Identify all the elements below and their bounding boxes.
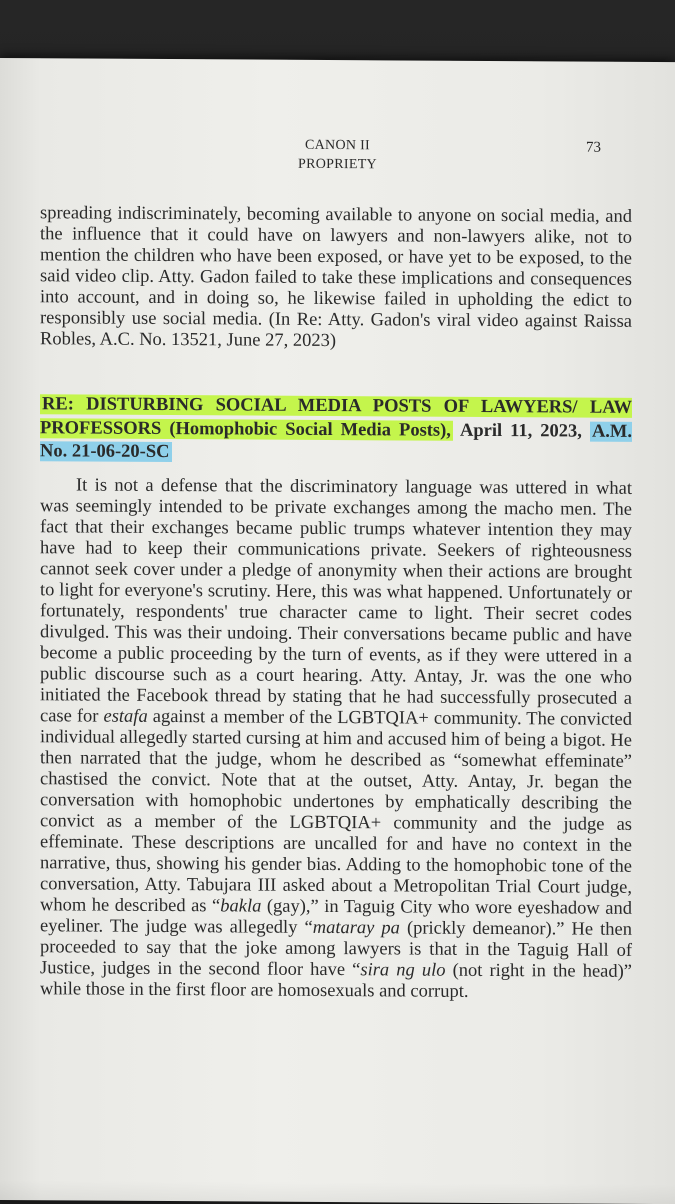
- paragraph-continued: spreading indiscriminately, becoming available to anyone on social media, and the influence that it could have on lawyers and non-lawyers alike, not to mention the children who have been exposed, or have yet to be exposed, to the said video clip. Atty. Gadon failed to take these implications and consequences into account, and in doing so, he likewise failed in upholding the edict to responsibly use social media. (In Re: Atty. Gadon's viral video against Raissa Robles, A.C. No. 13521, June 27, 2023): [40, 203, 632, 352]
- case-date: April 11, 2023,: [459, 420, 590, 442]
- term-sira-ng-ulo: sira ng ulo: [360, 960, 446, 981]
- term-mataray-pa: mataray pa: [312, 917, 400, 939]
- running-head: [0, 134, 675, 176]
- page-number: 73: [586, 139, 601, 156]
- excerpt-text-1: It is not a defense that the discriminatory language was uttered in what was seemingly intended to be private exchanges among the macho men. The fact that their exchanges became public trumps whatever intention they may have had to keep their communications private. Seekers of righteousness cannot seek cover under a pledge of anonymity when their actions are brought to light for everyone's scrutiny. Here, this was what happened. Unfortunately or fortunately, respondents' true character came to light. Their secret codes divulged. This was their undoing. Their conversations became public and have become a public proceeding by the turn of events, as if they were uttered in a public discourse such as a court hearing. Atty. Antay, Jr. was the one who initiated the Facebook thread by stating that he had successfully prosecuted a case for: [40, 475, 632, 727]
- case-title-line2: LAW PROFESSORS (Homophobic Social Media Posts),: [40, 397, 633, 441]
- excerpt-text-5: (not right in the head)” while those in the first floor are homosexuals and corrupt.: [40, 960, 633, 1002]
- term-estafa: estafa: [103, 706, 148, 727]
- case-title-line1: RE: DISTURBING SOCIAL MEDIA POSTS OF LAWYERS/: [42, 394, 578, 418]
- excerpt-text-3: (gay),” in Taguig City who wore eyeshadow and eyeliner. The judge was allegedly “: [40, 896, 633, 938]
- case-docket-highlight: A.M. No. 21-06-20-SC: [40, 421, 633, 463]
- case-excerpt-paragraph: [40, 475, 632, 1004]
- running-head-section: PROPRIETY: [298, 156, 377, 173]
- case-heading: [40, 393, 632, 467]
- excerpt-text-4: (prickly demeanor).” He then proceeded to say that the joke among lawyers is that in the Taguig Hall of Justice, judges in the second floor have “: [40, 918, 632, 981]
- excerpt-text-2: against a member of the LGBTQIA+ community. The convicted individual allegedly started cursing at him and accused him of being a bigot. He then narrated that the judge, whom he described as “somewhat effeminate” chastised the convict. Note that at the outset, Atty. Antay, Jr. began the conversation with homophobic undertones by emphatically describing the convict as a member of the LGBTQIA+ community and the judge as effeminate. These descriptions are uncalled for and have no context in the narrative, thus, showing his gender bias. Adding to the homophobic tone of the conversation, Atty. Tabujara III asked about a Metropolitan Trial Court judge, whom he described as “: [40, 706, 632, 917]
- book-page: [0, 58, 675, 1204]
- page-bottom-shade: [0, 1180, 675, 1204]
- term-bakla: bakla: [220, 896, 262, 917]
- running-head-canon: CANON II: [304, 137, 370, 154]
